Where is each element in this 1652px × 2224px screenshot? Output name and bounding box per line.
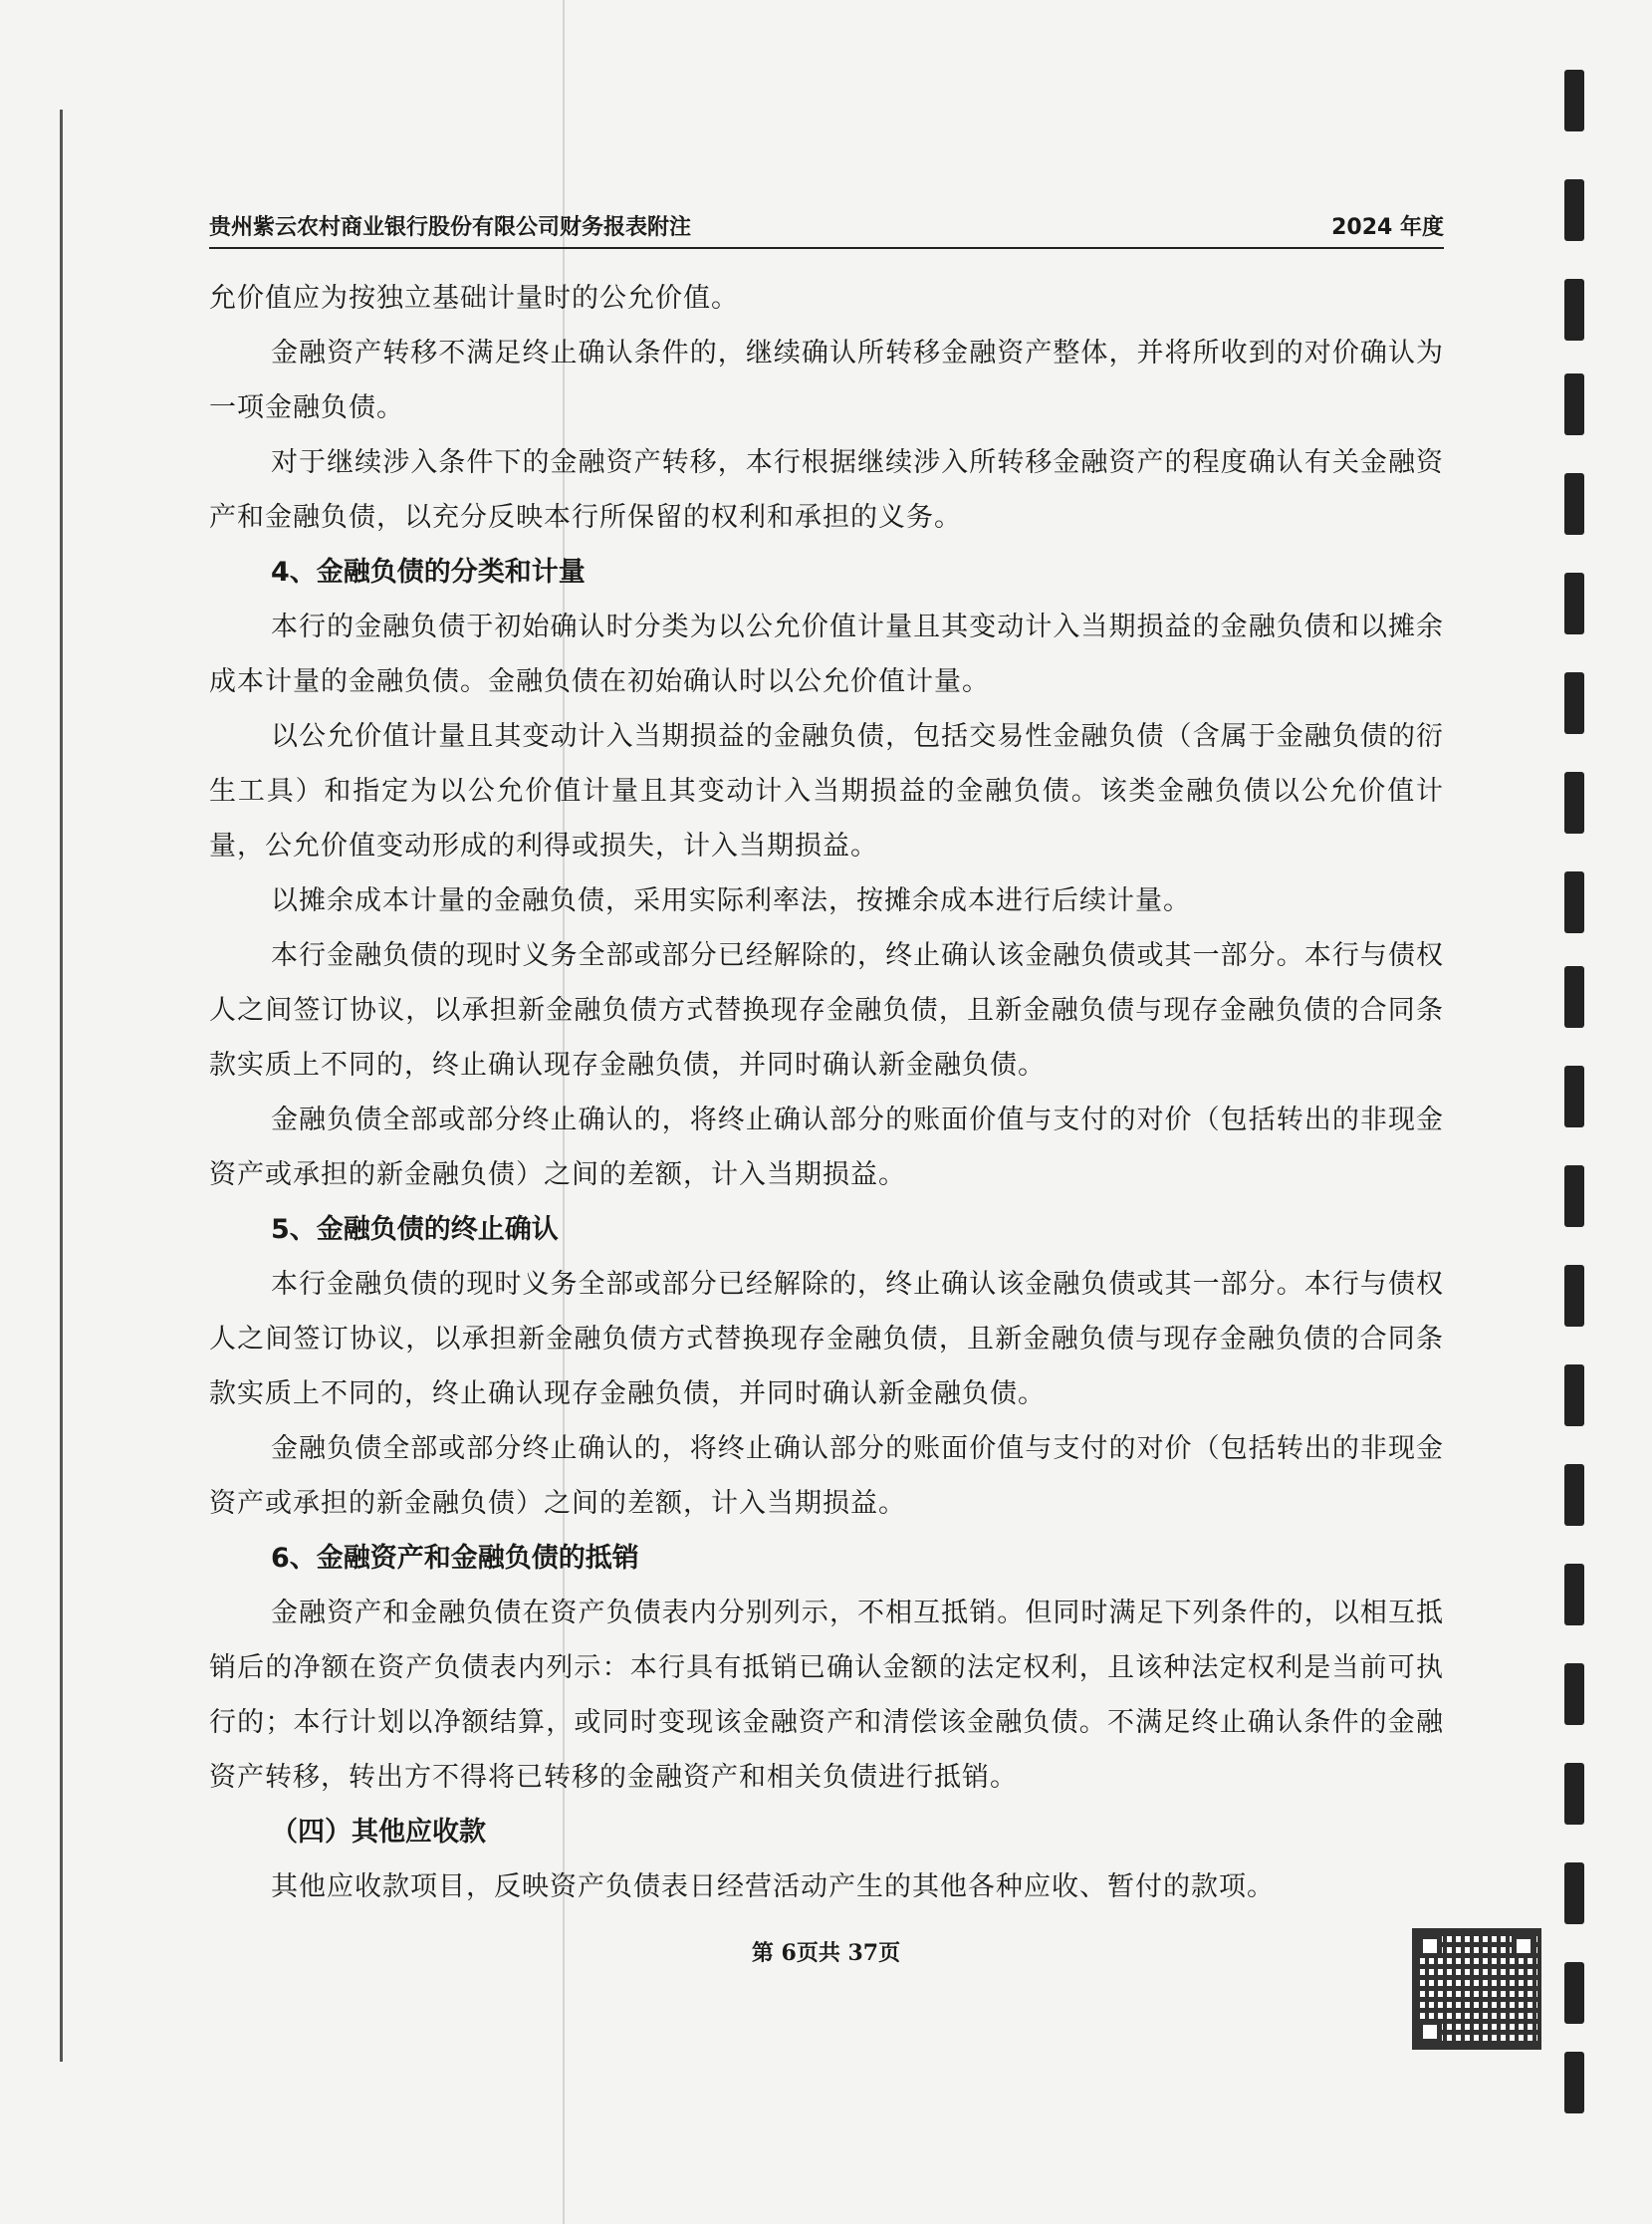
- binding-hole: [1564, 573, 1584, 634]
- paragraph: 金融资产和金融负债在资产负债表内分别列示，不相互抵销。但同时满足下列条件的，以相互抵销后的净额在资产负债表内列示：本行具有抵销已确认金额的法定权利，且该种法定权利是当前可执行的；本行计划以净额结算，或同时变现该金融资产和清偿该金融负债。不满足终止确认条件的金融资产转移，转出方不得将已转移的金融资产和相关负债进行抵销。: [209, 1598, 1444, 1793]
- binding-hole: [1564, 1165, 1584, 1227]
- binding-hole: [1564, 871, 1584, 933]
- binding-hole: [1564, 2052, 1584, 2113]
- binding-hole: [1564, 1763, 1584, 1825]
- qr-finder: [1418, 2020, 1442, 2044]
- paragraph: 金融资产转移不满足终止确认条件的，继续确认所转移金融资产整体，并将所收到的对价确认为一项金融负债。: [209, 338, 1444, 423]
- document-body: [209, 271, 1444, 1914]
- qr-finder: [1512, 1934, 1535, 1958]
- paragraph: 本行的金融负债于初始确认时分类为以公允价值计量且其变动计入当期损益的金融负债和以摊余成本计量的金融负债。金融负债在初始确认时以公允价值计量。: [209, 612, 1444, 697]
- section-heading: 6、金融资产和金融负债的抵销: [271, 1543, 639, 1574]
- section-heading: 4、金融负债的分类和计量: [271, 557, 586, 588]
- binding-hole: [1564, 179, 1584, 241]
- header-year: 2024 年度: [1331, 215, 1444, 240]
- binding-hole: [1564, 1364, 1584, 1426]
- paragraph: 本行金融负债的现时义务全部或部分已经解除的，终止确认该金融负债或其一部分。本行与债权人之间签订协议，以承担新金融负债方式替换现存金融负债，且新金融负债与现存金融负债的合同条款实质上不同的，终止确认现存金融负债，并同时确认新金融负债。: [209, 1269, 1444, 1409]
- paragraph: 对于继续涉入条件下的金融资产转移，本行根据继续涉入所转移金融资产的程度确认有关金融资产和金融负债，以充分反映本行所保留的权利和承担的义务。: [209, 447, 1444, 533]
- qr-finder: [1418, 1934, 1442, 1958]
- paragraph: 金融负债全部或部分终止确认的，将终止确认部分的账面价值与支付的对价（包括转出的非现金资产或承担的新金融负债）之间的差额，计入当期损益。: [209, 1433, 1444, 1519]
- header-title: 贵州紫云农村商业银行股份有限公司财务报表附注: [209, 215, 692, 240]
- binding-hole: [1564, 473, 1584, 535]
- binding-hole: [1564, 772, 1584, 834]
- binding-hole: [1564, 1962, 1584, 2024]
- binding-hole: [1564, 1862, 1584, 1924]
- binding-hole: [1564, 70, 1584, 131]
- paragraph: 其他应收款项目，反映资产负债表日经营活动产生的其他各种应收、暂付的款项。: [271, 1871, 1275, 1902]
- section-heading: 5、金融负债的终止确认: [271, 1214, 559, 1245]
- paragraph: 以公允价值计量且其变动计入当期损益的金融负债，包括交易性金融负债（含属于金融负债的衍生工具）和指定为以公允价值计量且其变动计入当期损益的金融负债。该类金融负债以公允价值计量，公允价值变动形成的利得或损失，计入当期损益。: [209, 721, 1444, 862]
- binding-hole: [1564, 966, 1584, 1028]
- qr-code-icon: [1412, 1928, 1541, 2050]
- binding-hole: [1564, 279, 1584, 341]
- paragraph: 本行金融负债的现时义务全部或部分已经解除的，终止确认该金融负债或其一部分。本行与债权人之间签订协议，以承担新金融负债方式替换现存金融负债，且新金融负债与现存金融负债的合同条款实质上不同的，终止确认现存金融负债，并同时确认新金融负债。: [209, 940, 1444, 1081]
- binding-hole: [1564, 1265, 1584, 1327]
- page-number: 第 6页共 37页: [751, 1940, 901, 1966]
- binding-hole: [1564, 1464, 1584, 1526]
- scan-edge: [60, 110, 63, 2062]
- section-heading: （四）其他应收款: [271, 1817, 486, 1848]
- binding-marks: [1564, 70, 1586, 2101]
- binding-hole: [1564, 1066, 1584, 1127]
- binding-hole: [1564, 1663, 1584, 1725]
- paragraph: 允价值应为按独立基础计量时的公允价值。: [209, 283, 739, 314]
- binding-hole: [1564, 373, 1584, 435]
- page-header: [209, 207, 1444, 249]
- paragraph: 以摊余成本计量的金融负债，采用实际利率法，按摊余成本进行后续计量。: [271, 885, 1191, 916]
- paragraph: 金融负债全部或部分终止确认的，将终止确认部分的账面价值与支付的对价（包括转出的非现金资产或承担的新金融负债）之间的差额，计入当期损益。: [209, 1105, 1444, 1190]
- binding-hole: [1564, 672, 1584, 734]
- binding-hole: [1564, 1564, 1584, 1625]
